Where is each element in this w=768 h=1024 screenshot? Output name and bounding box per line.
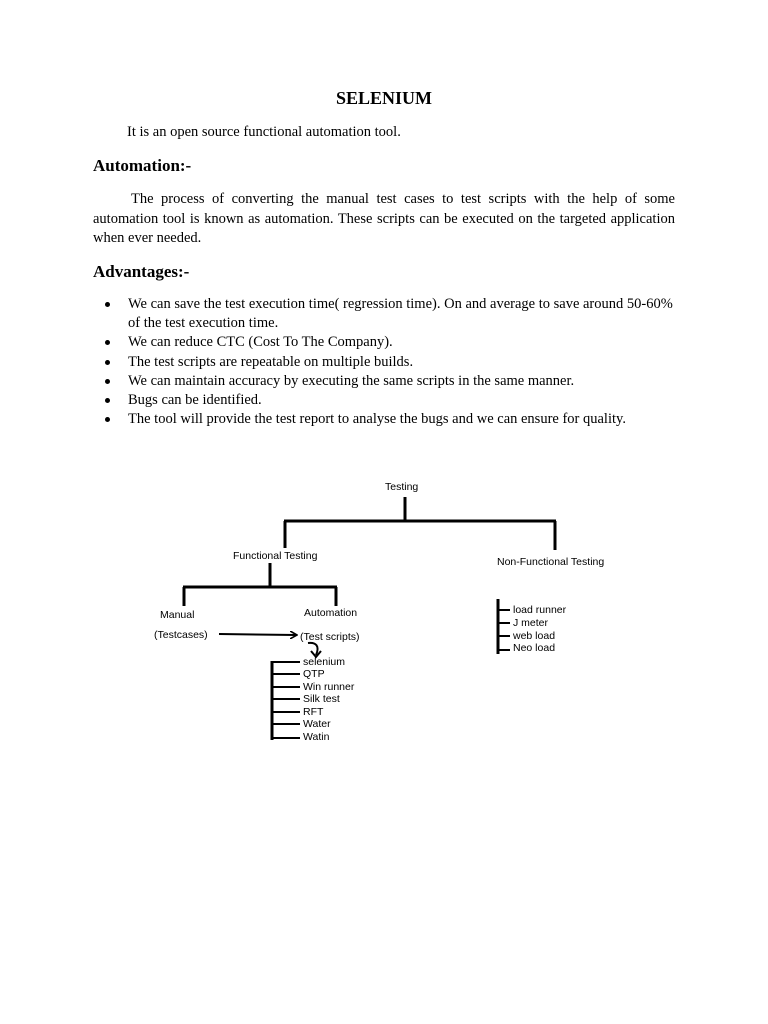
- tool-item: Silk test: [303, 693, 340, 705]
- tool-item: Watin: [303, 731, 330, 743]
- test-scripts-label: (Test scripts): [300, 631, 360, 643]
- list-item: Bugs can be identified.: [93, 391, 677, 410]
- automation-label: Automation: [304, 607, 358, 619]
- non-functional-testing-label: Non-Functional Testing: [497, 556, 605, 568]
- nf-tool-item: load runner: [513, 604, 567, 616]
- nf-tool-item: J meter: [513, 617, 549, 629]
- list-item: We can maintain accuracy by executing the same scripts in the same manner.: [93, 372, 677, 391]
- manual-label: Manual: [160, 609, 195, 621]
- testcases-label: (Testcases): [154, 629, 208, 641]
- tool-item: QTP: [303, 668, 325, 680]
- automation-heading: Automation:-: [93, 156, 192, 175]
- automation-paragraph: The process of converting the manual test cases to test scripts with the help of some automation tool is known as automation. These scripts can be executed on the targeted application when ever needed.: [93, 191, 675, 246]
- tool-item: RFT: [303, 706, 324, 718]
- page-title: SELENIUM: [335, 88, 433, 108]
- list-item: We can save the test execution time( regression time). On and average to save around 50-60% of the test execution time.: [93, 295, 677, 333]
- list-item: The tool will provide the test report to analyse the bugs and we can ensure for quality.: [93, 410, 677, 429]
- intro-text: It is an open source functional automation tool.: [127, 124, 401, 140]
- nf-tool-item: web load: [513, 630, 556, 642]
- tool-item: Win runner: [303, 681, 355, 693]
- list-item: The test scripts are repeatable on multiple builds.: [93, 353, 677, 372]
- tool-item: selenium: [303, 656, 346, 668]
- list-item: We can reduce CTC (Cost To The Company).: [93, 333, 677, 352]
- nf-tool-item: Neo load: [513, 642, 556, 654]
- advantages-heading: Advantages:-: [93, 262, 190, 281]
- diagram-root-label: Testing: [385, 481, 419, 493]
- convert-arrow-icon: [219, 634, 296, 635]
- tool-item: Water: [303, 718, 331, 730]
- functional-testing-label: Functional Testing: [233, 550, 318, 562]
